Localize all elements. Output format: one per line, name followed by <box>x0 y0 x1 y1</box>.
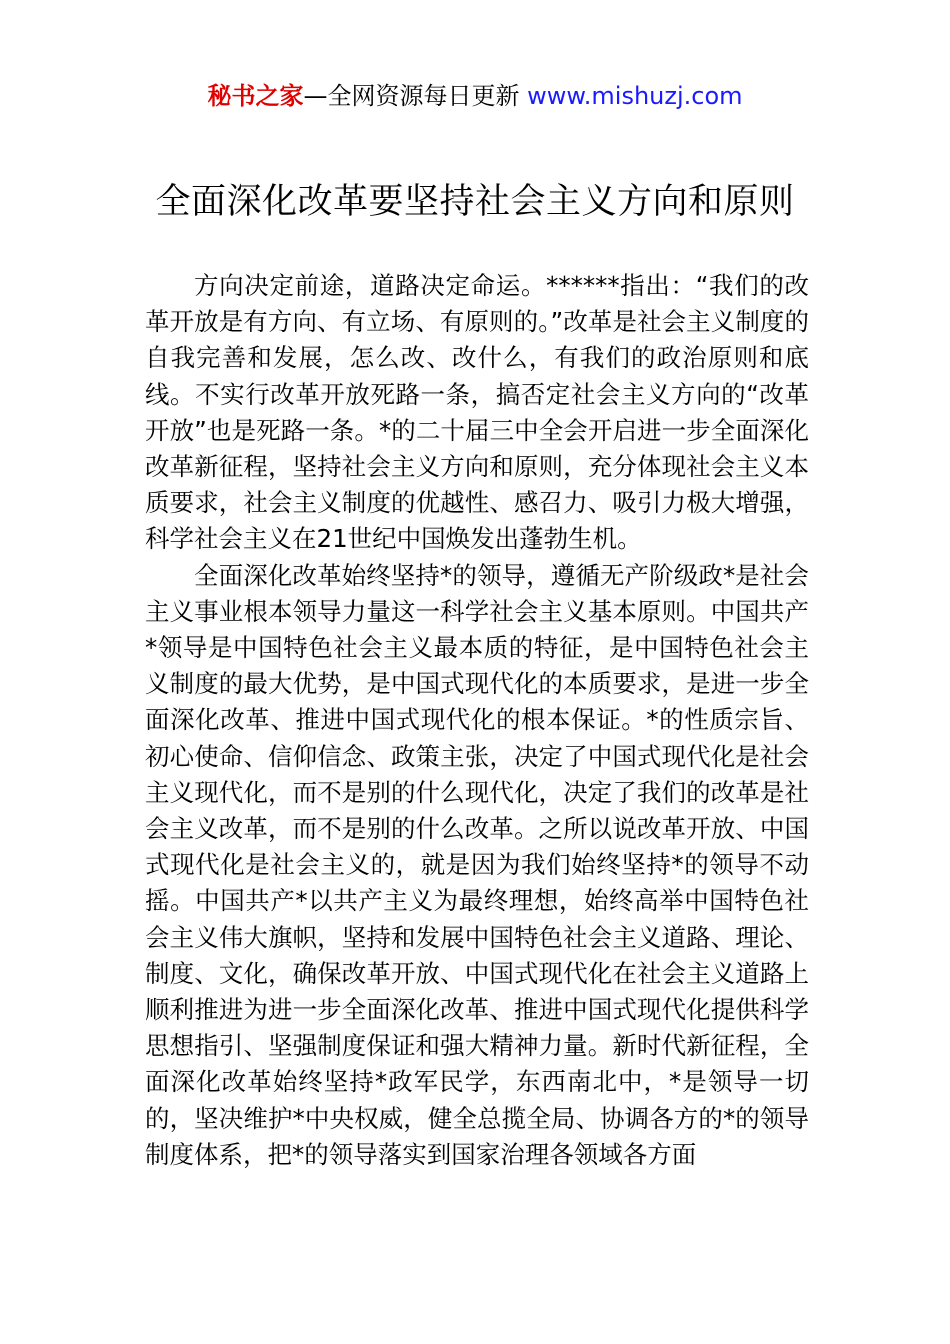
site-url-link[interactable]: www.mishuzj.com <box>527 82 743 110</box>
brand-name: 秘书之家 <box>207 82 304 110</box>
document-title: 全面深化改革要坚持社会主义方向和原则 <box>155 182 795 222</box>
paragraph-2: 全面深化改革始终坚持*的领导，遵循无产阶级政*是社会主义事业根本领导力量这一科学社会主义基本原则。中国共产*领导是中国特色社会主义最本质的特征，是中国特色社会主义制度的最大优势，是中国式现代化的本质要求，是进一步全面深化改革、推进中国式现代化的根本保证。*的性质宗旨、初心使命、信仰信念、政策主张，决定了中国式现代化是社会主义现代化，而不是别的什么现代化，决定了我们的改革是社会主义改革，而不是别的什么改革。之所以说改革开放、中国式现代化是社会主义的，就是因为我们始终坚持*的领导不动摇。中国共产*以共产主义为最终理想，始终高举中国特色社会主义伟大旗帜，坚持和发展中国特色社会主义道路、理论、制度、文化，确保改革开放、中国式现代化在社会主义道路上顺利推进为进一步全面深化改革、推进中国式现代化提供科学思想指引、坚强制度保证和强大精神力量。新时代新征程，全面深化改革始终坚持*政军民学，东西南北中，*是领导一切的，坚决维护*中央权威，健全总揽全局、协调各方的*的领导制度体系，把*的领导落实到国家治理各领域各方面 <box>145 560 809 1169</box>
site-header <box>0 80 950 112</box>
paragraph-1: 方向决定前途，道路决定命运。******指出：“我们的改革开放是有方向、有立场、有原则的。”改革是社会主义制度的自我完善和发展，怎么改、改什么，有我们的政治原则和底线。不实行改革开放死路一条，搞否定社会主义方向的“改革开放”也是死路一条。*的二十届三中全会开启进一步全面深化改革新征程，坚持社会主义方向和原则，充分体现社会主义本质要求，社会主义制度的优越性、感召力、吸引力极大增强，科学社会主义在21世纪中国焕发出蓬勃生机。 <box>145 271 809 554</box>
document-body <box>145 268 809 1173</box>
site-tagline: —全网资源每日更新 <box>303 82 528 110</box>
